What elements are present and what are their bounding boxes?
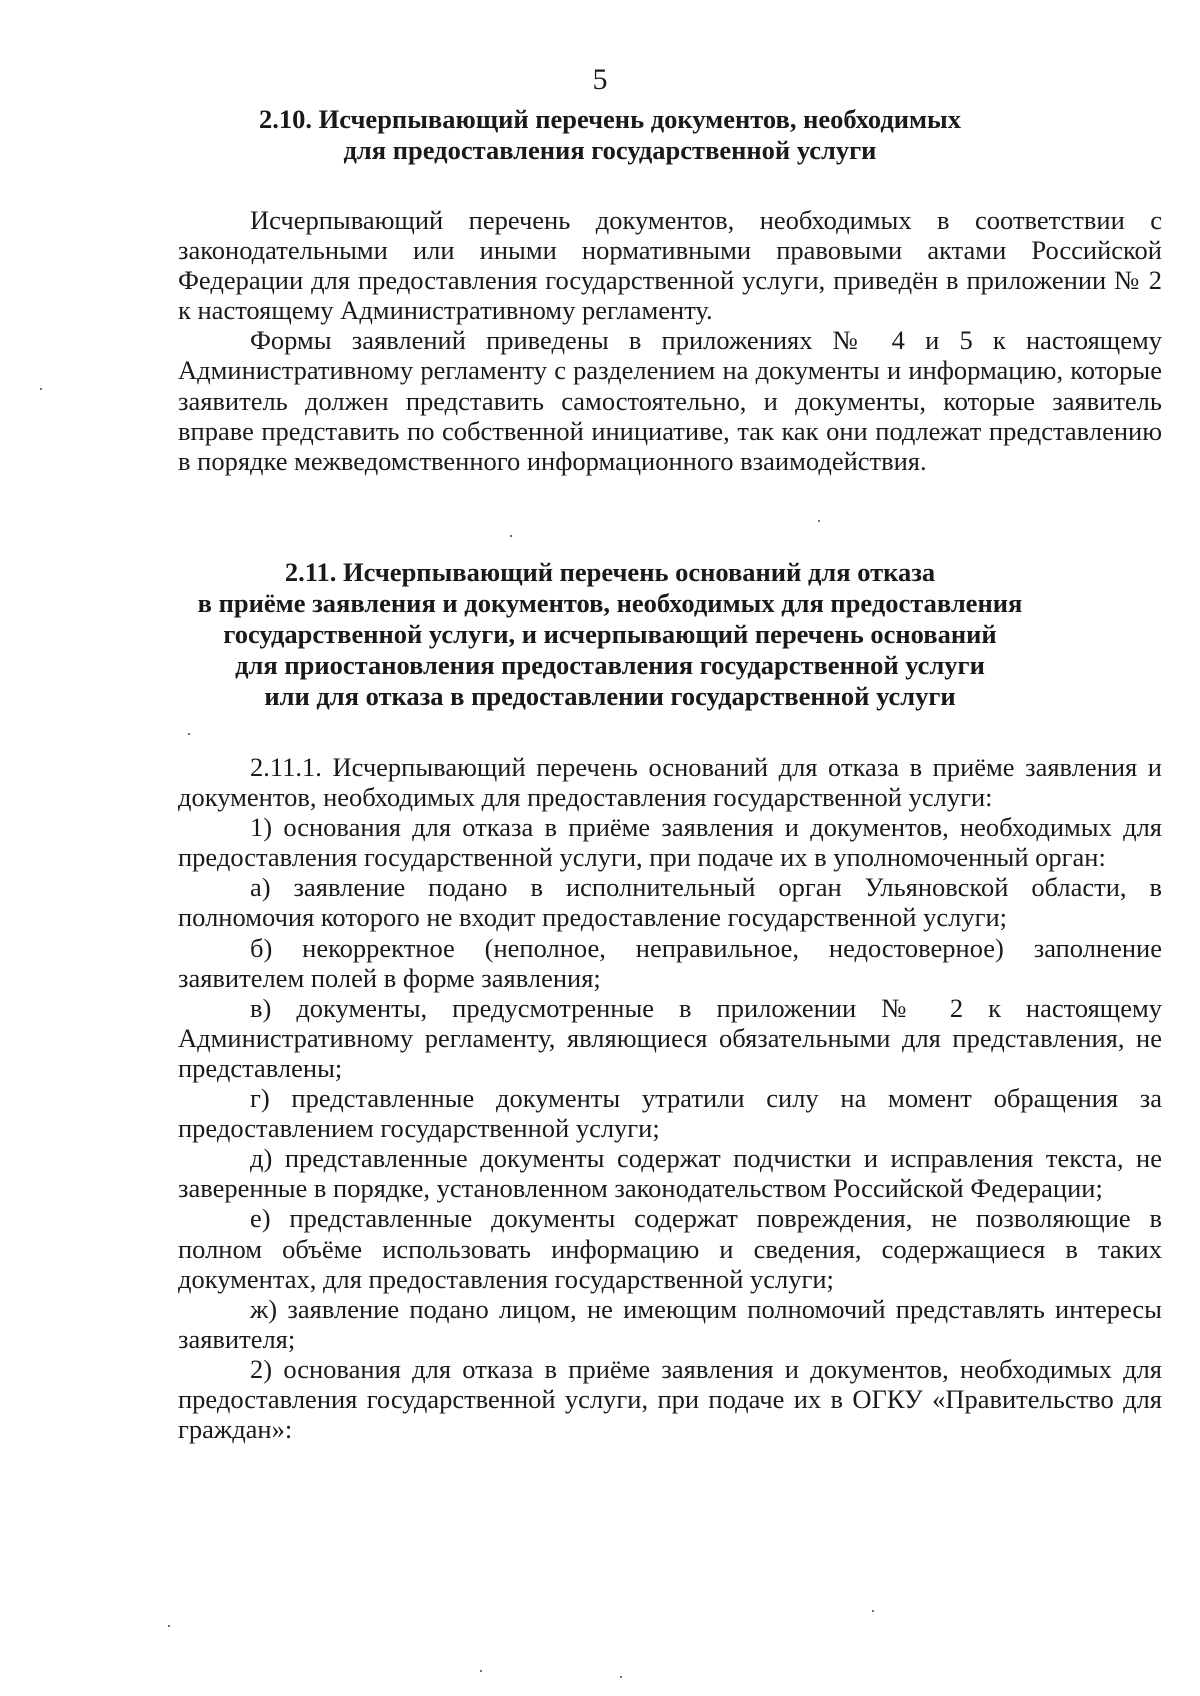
section-2-10-body [178, 205, 1162, 476]
paragraph: 2.11.1. Исчерпывающий перечень оснований для отказа в приёме заявления и документов, необходимых для предоставления государственной услуги: [178, 752, 1162, 813]
section-2-11-heading-line: государственной услуги, и исчерпывающий перечень оснований [223, 619, 997, 649]
section-2-11-body [178, 752, 1162, 1444]
list-item: г) представленные документы утратили силу на момент обращения за предоставлением государственной услуги; [178, 1083, 1162, 1144]
section-2-10-heading-line: 2.10. Исчерпывающий перечень документов, необходимых [259, 104, 961, 134]
scan-speck [510, 535, 512, 537]
section-2-10-heading-line: для предоставления государственной услуги [343, 135, 877, 165]
list-item: 1) основания для отказа в приёме заявления и документов, необходимых для предоставления государственной услуги, при подаче их в уполномоченный орган: [178, 812, 1162, 873]
list-item: в) документы, предусмотренные в приложении № 2 к настоящему Административному регламенту, являющиеся обязательными для представления, не представлены; [178, 992, 1162, 1083]
scan-speck [188, 733, 190, 735]
list-item: ж) заявление подано лицом, не имеющим полномочий представлять интересы заявителя; [178, 1293, 1162, 1354]
section-2-11-heading-line: 2.11. Исчерпывающий перечень оснований для отказа [284, 557, 936, 587]
scan-speck [480, 1670, 482, 1672]
list-item: а) заявление подано в исполнительный орган Ульяновской области, в полномочия которого не входит предоставление государственной услуги; [178, 872, 1162, 933]
section-2-11-heading-line: для приостановления предоставления государственной услуги [235, 650, 985, 680]
scan-speck [40, 388, 42, 390]
scan-speck [168, 1625, 170, 1627]
list-item: д) представленные документы содержат подчистки и исправления текста, не заверенные в порядке, установленном законодательством Российской Федерации; [178, 1143, 1162, 1204]
section-2-11-heading-line: или для отказа в предоставлении государственной услуги [264, 681, 956, 711]
scan-speck [818, 520, 820, 522]
page-number: 5 [592, 63, 608, 96]
list-item: 2) основания для отказа в приёме заявления и документов, необходимых для предоставления государственной услуги, при подаче их в ОГКУ «Правительство для граждан»: [178, 1353, 1162, 1445]
paragraph: Формы заявлений приведены в приложениях № 4 и 5 к настоящему Административному регламенту с разделением на документы и информацию, которые заявитель должен представить самостоятельно, и документы, которые заявитель вправе представить по собственной инициативе, так как они подлежат представлению в порядке межведомственного информационного взаимодействия. [178, 325, 1162, 476]
scan-speck [620, 1676, 622, 1678]
section-2-11-heading [150, 557, 1070, 712]
list-item: б) некорректное (неполное, неправильное, недостоверное) заполнение заявителем полей в форме заявления; [178, 932, 1162, 993]
paragraph: Исчерпывающий перечень документов, необходимых в соответствии с законодательными или иными нормативными правовыми актами Российской Федерации для предоставления государственной услуги, приведён в приложении № 2 к настоящему Административному регламенту. [178, 205, 1162, 326]
section-2-11-heading-line: в приёме заявления и документов, необходимых для предоставления [197, 588, 1023, 618]
section-2-10-heading [150, 104, 1070, 166]
scan-speck [872, 1610, 874, 1612]
list-item: е) представленные документы содержат повреждения, не позволяющие в полном объёме использовать информацию и сведения, содержащиеся в таких документах, для предоставления государственной услуги; [178, 1203, 1162, 1294]
